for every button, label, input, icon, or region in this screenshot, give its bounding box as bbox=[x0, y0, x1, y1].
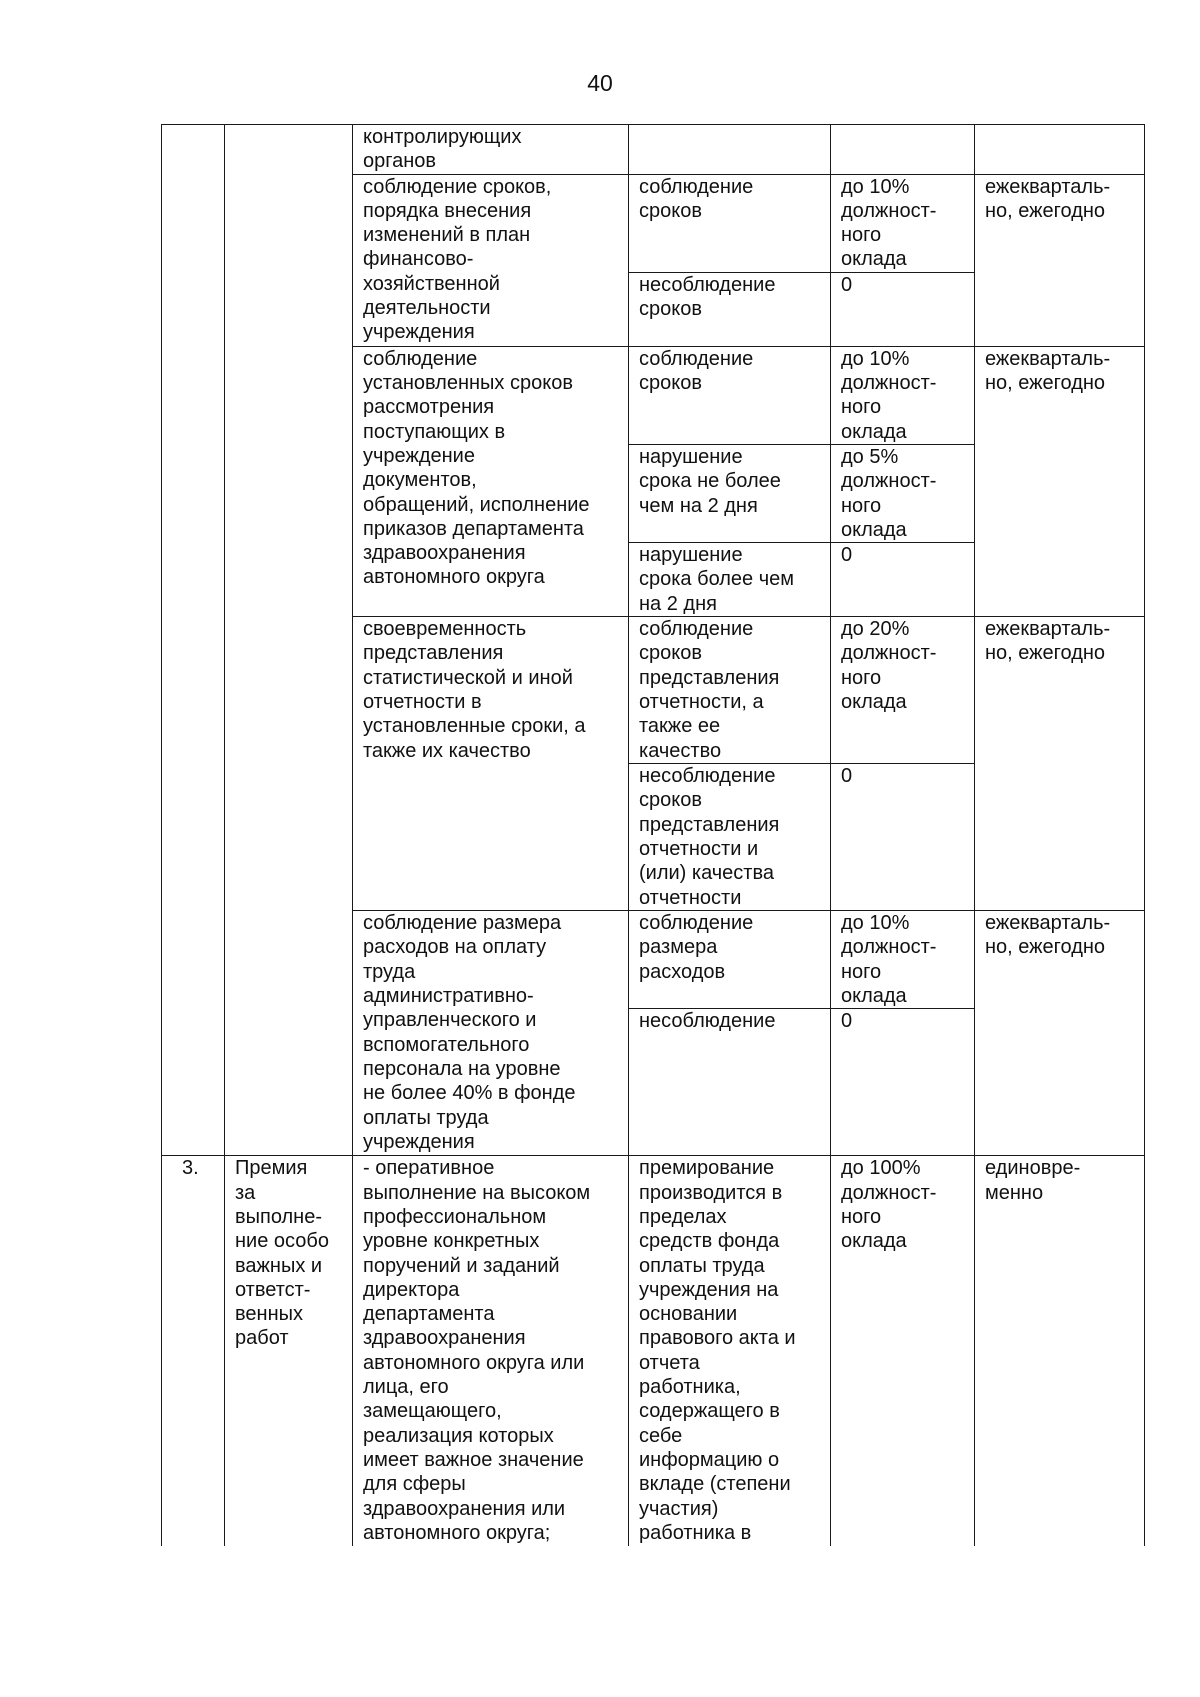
amount-cell: до 10% должност- ного оклада bbox=[831, 911, 975, 1009]
bonus-name-cell: Премия за выполне- ние особо важных и ответст- венных работ bbox=[225, 1156, 353, 1546]
period-cell: ежекварталь- но, ежегодно bbox=[975, 346, 1145, 616]
indicator-cell: контролирующих органов bbox=[353, 125, 629, 175]
indicator-cell: соблюдение размера расходов на оплату труда административно- управленческого и вспомогательного персонала на уровне не более 40% в фонде оплаты труда учреждения bbox=[353, 911, 629, 1156]
period-cell: ежекварталь- но, ежегодно bbox=[975, 911, 1145, 1156]
indicator-cell: соблюдение установленных сроков рассмотрения поступающих в учреждение документов, обращений, исполнение приказов департамента здравоохранения автономного округа bbox=[353, 346, 629, 616]
number-cell bbox=[162, 125, 225, 1156]
criterion-cell: несоблюдение bbox=[629, 1009, 831, 1156]
bonus-name-cell bbox=[225, 125, 353, 1156]
criterion-cell bbox=[629, 125, 831, 175]
criterion-cell: соблюдение сроков bbox=[629, 346, 831, 444]
criterion-cell: соблюдение размера расходов bbox=[629, 911, 831, 1009]
period-cell: единовре- менно bbox=[975, 1156, 1145, 1546]
table-row bbox=[162, 1156, 1145, 1546]
amount-cell: 0 bbox=[831, 272, 975, 346]
amount-cell bbox=[831, 125, 975, 175]
amount-cell: до 5% должност- ного оклада bbox=[831, 444, 975, 542]
table-row bbox=[162, 125, 1145, 175]
amount-cell: 0 bbox=[831, 1009, 975, 1156]
criterion-cell: несоблюдение сроков представления отчетности и (или) качества отчетности bbox=[629, 764, 831, 911]
criterion-cell: премирование производится в пределах средств фонда оплаты труда учреждения на основании правового акта и отчета работника, содержащего в себе информацию о вкладе (степени участия) работника в bbox=[629, 1156, 831, 1546]
amount-cell: 0 bbox=[831, 543, 975, 617]
criterion-cell: нарушение срока не более чем на 2 дня bbox=[629, 444, 831, 542]
page-number: 40 bbox=[587, 70, 613, 96]
indicator-cell: - оперативное выполнение на высоком профессиональном уровне конкретных поручений и заданий директора департамента здравоохранения автономного округа или лица, его замещающего, реализация которых имеет важное значение для сферы здравоохранения или автономного округа; bbox=[353, 1156, 629, 1546]
criterion-cell: соблюдение сроков bbox=[629, 174, 831, 272]
indicator-cell: своевременность представления статистической и иной отчетности в установленные сроки, а также их качество bbox=[353, 617, 629, 911]
criterion-cell: соблюдение сроков представления отчетности, а также ее качество bbox=[629, 617, 831, 764]
criterion-cell: несоблюдение сроков bbox=[629, 272, 831, 346]
amount-cell: до 100% должност- ного оклада bbox=[831, 1156, 975, 1546]
period-cell bbox=[975, 125, 1145, 175]
amount-cell: до 20% должност- ного оклада bbox=[831, 617, 975, 764]
amount-cell: до 10% должност- ного оклада bbox=[831, 346, 975, 444]
period-cell: ежекварталь- но, ежегодно bbox=[975, 174, 1145, 346]
criterion-cell: нарушение срока более чем на 2 дня bbox=[629, 543, 831, 617]
amount-cell: 0 bbox=[831, 764, 975, 911]
indicator-cell: соблюдение сроков, порядка внесения изменений в план финансово- хозяйственной деятельности учреждения bbox=[353, 174, 629, 346]
number-cell: 3. bbox=[162, 1156, 225, 1546]
period-cell: ежекварталь- но, ежегодно bbox=[975, 617, 1145, 911]
bonus-criteria-table bbox=[161, 124, 1145, 1546]
amount-cell: до 10% должност- ного оклада bbox=[831, 174, 975, 272]
